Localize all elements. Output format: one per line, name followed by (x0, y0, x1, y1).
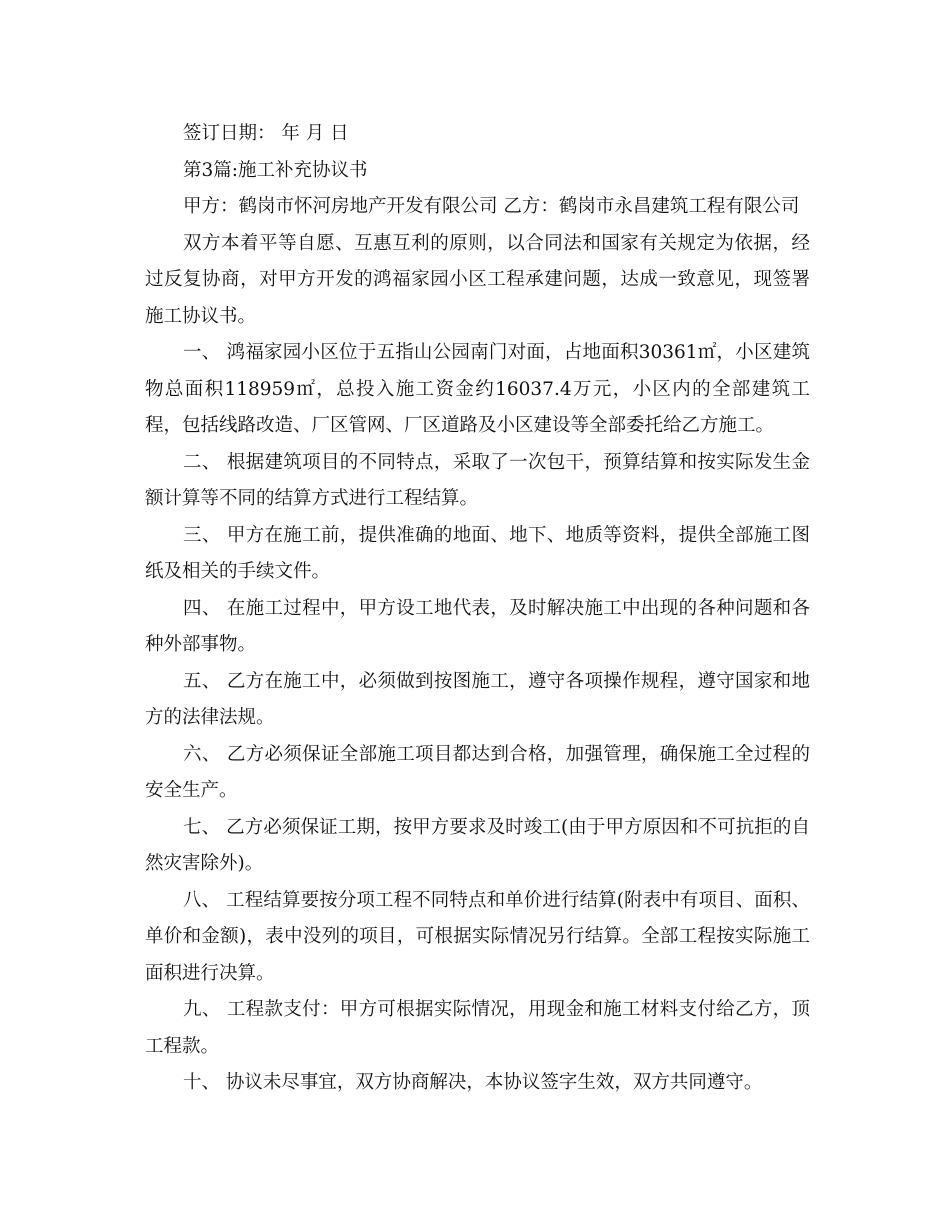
paragraph-clause-6: 六、 乙方必须保证全部施工项目都达到合格，加强管理，确保施工全过程的安全生产。 (145, 743, 810, 801)
sign-date: 签订日期： 年 月 日 (183, 123, 349, 144)
paragraph-clause-5: 五、 乙方在施工中，必须做到按图施工，遵守各项操作规程，遵守国家和地方的法律法规。 (145, 670, 810, 728)
document-title: 第3篇:施工补充协议书 (183, 159, 368, 181)
document-body (145, 116, 810, 1102)
paragraph-intro: 双方本着平等自愿、互惠互利的原则，以合同法和国家有关规定为依据，经过反复协商，对甲方开发的鸿福家园小区工程承建问题，达成一致意见，现签署施工协议书。 (145, 232, 810, 327)
paragraph-clause-3: 三、 甲方在施工前，提供准确的地面、地下、地质等资料，提供全部施工图纸及相关的手续文件。 (145, 524, 810, 582)
paragraph-clause-9: 九、 工程款支付：甲方可根据实际情况，用现金和施工材料支付给乙方，顶工程款。 (145, 999, 810, 1057)
paragraph-clause-7: 七、 乙方必须保证工期，按甲方要求及时竣工(由于甲方原因和不可抗拒的自然灾害除外)。 (145, 816, 810, 874)
paragraph-clause-1: 一、 鸿福家园小区位于五指山公园南门对面，占地面积30361㎡，小区建筑物总面积118959㎡，总投入施工资金约16037.4万元，小区内的全部建筑工程，包括线路改造、厂区管网、厂区道路及小区建设等全部委托给乙方施工。 (145, 342, 810, 436)
parties-line: 甲方：鹤岗市怀河房地产开发有限公司 乙方：鹤岗市永昌建筑工程有限公司 (183, 196, 800, 217)
paragraph-clause-4: 四、 在施工过程中，甲方设工地代表，及时解决施工中出现的各种问题和各种外部事物。 (145, 597, 810, 655)
paragraph-clause-2: 二、 根据建筑项目的不同特点，采取了一次包干，预算结算和按实际发生金额计算等不同的结算方式进行工程结算。 (145, 451, 810, 509)
paragraph-clause-10: 十、 协议未尽事宜，双方协商解决，本协议签字生效，双方共同遵守。 (183, 1072, 763, 1093)
paragraph-clause-8: 八、 工程结算要按分项工程不同特点和单价进行结算(附表中有项目、面积、单价和金额)，表中没列的项目，可根据实际情况另行结算。全部工程按实际施工面积进行决算。 (145, 889, 810, 984)
